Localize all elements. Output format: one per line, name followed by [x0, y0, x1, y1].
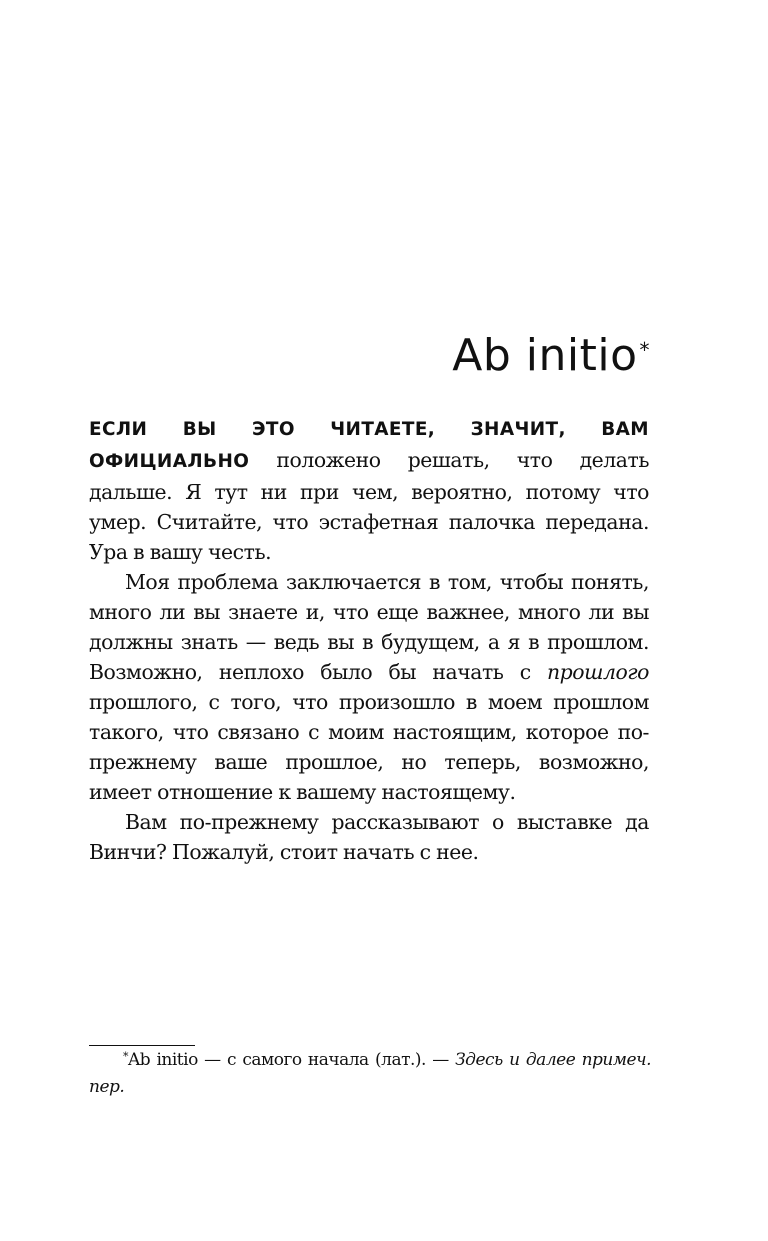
footnote-marker: *: [639, 338, 650, 362]
lead-in-caps: ЕСЛИ ВЫ ЭТО ЧИТАЕТЕ, ЗНАЧИТ, ВАМ ОФИЦИАЛЬНО: [89, 419, 649, 472]
paragraph-2-text-end: прошлого, с того, что произошло в моем прошлом такого, что связано с моим настоящим, которое по-прежнему ваше прошлое, но теперь, возможно, имеет отношение к вашему настоящему.: [89, 690, 649, 804]
chapter-title: [452, 328, 650, 384]
paragraph-2: [89, 567, 649, 807]
paragraph-2-emphasis: прошлого: [546, 660, 649, 684]
body-text: [89, 413, 649, 867]
paragraph-2-text-start: Моя проблема заключается в том, чтобы понять, много ли вы знаете и, что еще важнее, много ли вы должны знать — ведь вы в будущем, а я в прошлом. Возможно, неплохо было бы начать с: [89, 570, 649, 684]
paragraph-1-text: положено решать, что делать дальше. Я тут ни при чем, вероятно, потому что умер. Считайте, что эстафетная палочка передана. Ура в вашу честь.: [89, 448, 649, 564]
footnote-divider: [89, 1045, 195, 1046]
footnote: [89, 1047, 651, 1101]
paragraph-1: [89, 413, 649, 567]
chapter-title-text: Ab initio: [452, 330, 638, 381]
footnote-marker: *: [123, 1050, 128, 1063]
footnote-note: Здесь и далее примеч. пер.: [89, 1050, 652, 1097]
paragraph-3: Вам по-прежнему рассказывают о выставке да Винчи? Пожалуй, стоит начать с нее.: [89, 810, 649, 864]
footnote-text: Ab initio — с самого начала (лат.). —: [128, 1050, 456, 1070]
